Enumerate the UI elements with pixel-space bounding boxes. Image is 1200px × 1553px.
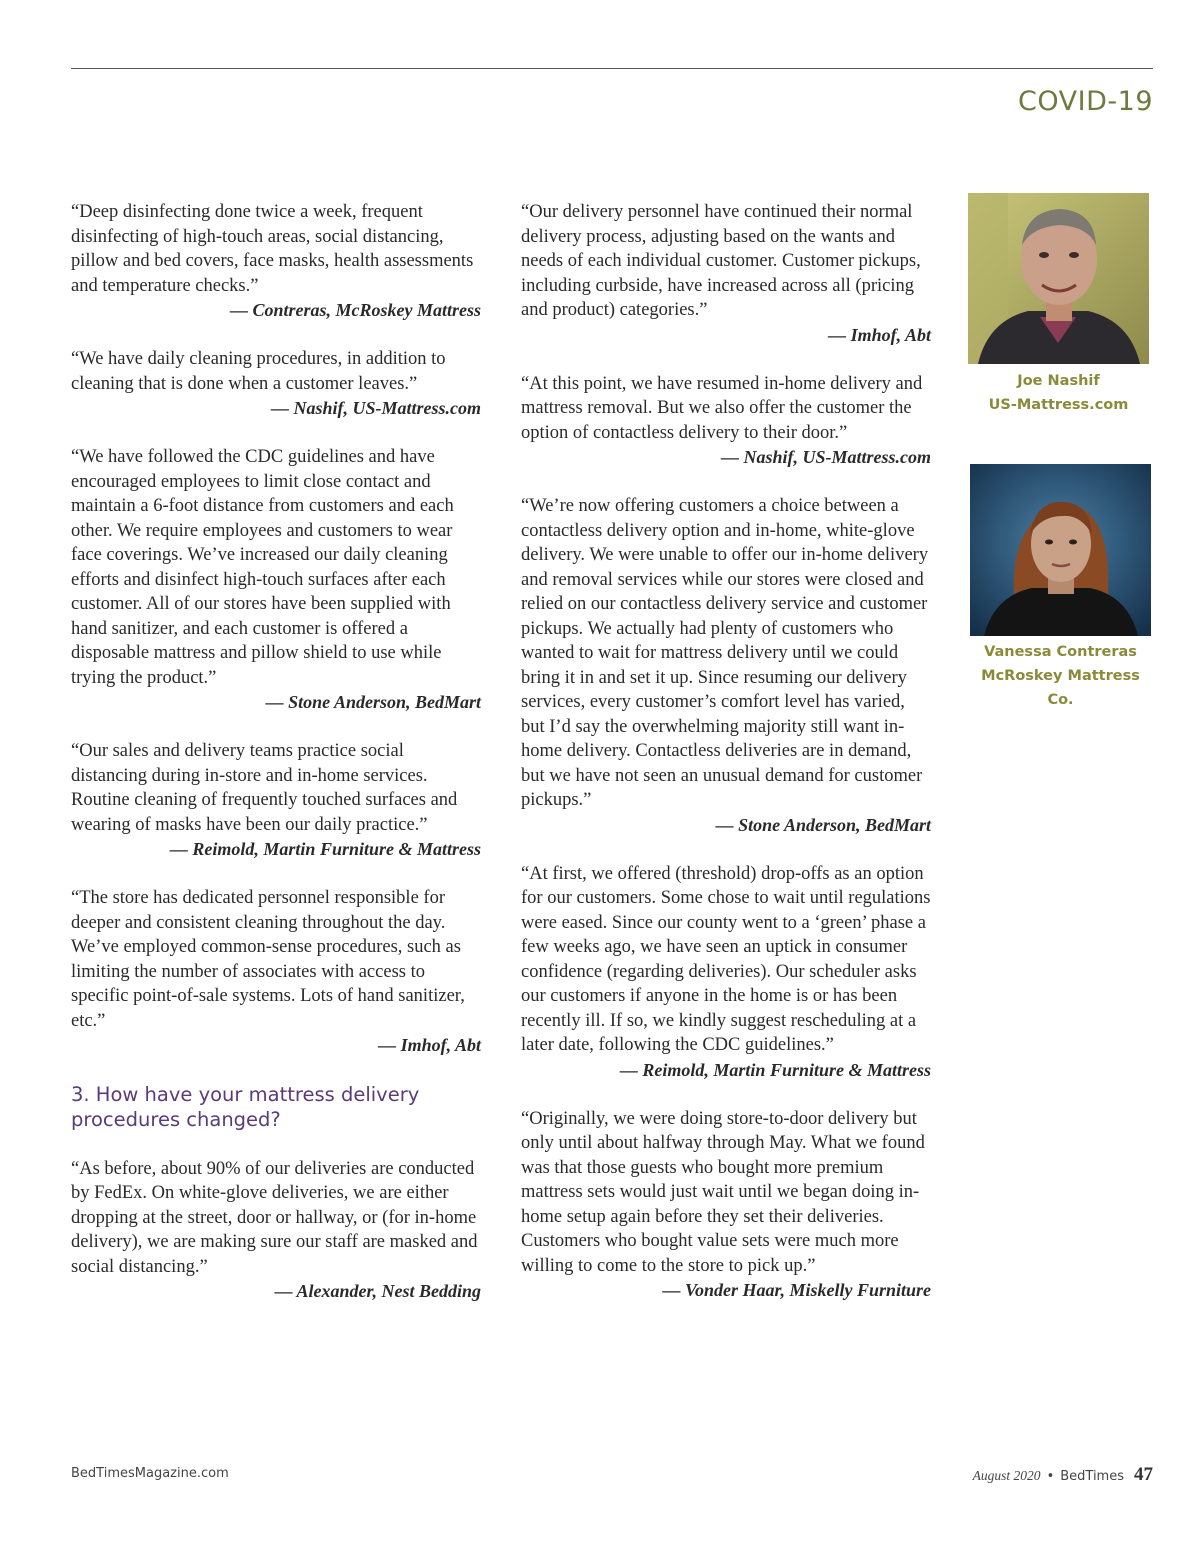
quote-attribution: — Contreras, McRoskey Mattress bbox=[229, 300, 481, 320]
footer-website: BedTimesMagazine.com bbox=[71, 1466, 229, 1481]
quote-text: “Deep disinfecting done twice a week, frequent disinfecting of high-touch areas, social distancing, pillow and bed covers, face masks, health assessments and temperature checks.” bbox=[71, 202, 474, 296]
quote-attribution: — Stone Anderson, BedMart bbox=[265, 692, 481, 712]
footer-magazine: BedTimes bbox=[1060, 1469, 1124, 1484]
profile-company: US-Mattress.com bbox=[988, 397, 1129, 413]
quote-text: “At first, we offered (threshold) drop-offs as an option for our customers. Some chose to wait until regulations were eased. Since our county went to a ‘green’ phase a few weeks ago, we have seen an uptick in consumer confidence (regarding deliveries). Our scheduler asks our customers if anyone in the home is or has been recently ill. If so, we kindly suggest rescheduling at a later date, following the CDC guidelines.” bbox=[521, 863, 931, 1055]
quote-text: “We’re now offering customers a choice between a contactless delivery option and in-home, white-glove delivery. We were unable to offer our in-home delivery and removal services while our stores were closed and relied on our contactless delivery service and customer pickups. We actually had plenty of customers who wanted to wait for mattress delivery until we could bring it in and set it up. Since resuming our delivery services, every customer’s comfort level has varied, but I’d say the overwhelming majority still want in-home delivery. Contactless deliveries are in demand, but we have not seen an unusual demand for customer pickups.” bbox=[521, 496, 929, 810]
quote-attribution: — Vonder Haar, Miskelly Furniture bbox=[662, 1280, 931, 1300]
quote bbox=[71, 200, 481, 323]
quote-attribution: — Alexander, Nest Bedding bbox=[274, 1281, 481, 1301]
section-question: 3. How have your mattress delivery procedures changed? bbox=[71, 1083, 420, 1131]
profile-company: McRoskey Mattress Co. bbox=[981, 668, 1140, 708]
profile-caption bbox=[968, 369, 1149, 417]
profile-name: Joe Nashif bbox=[1017, 373, 1100, 389]
quote-attribution: — Nashif, US-Mattress.com bbox=[270, 398, 481, 418]
quote bbox=[521, 1107, 931, 1303]
quote-attribution: — Stone Anderson, BedMart bbox=[715, 814, 931, 835]
footer-separator: • bbox=[1046, 1469, 1055, 1484]
quote-text: “Our sales and delivery teams practice social distancing during in-store and in-home services. Routine cleaning of frequently touched surfaces and wearing of masks have been our daily practice.” bbox=[71, 741, 458, 835]
section-label: COVID-19 bbox=[1018, 86, 1153, 117]
quote-text: “The store has dedicated personnel responsible for deeper and consistent cleaning throughout the day. We’ve employed common-sense procedures, such as limiting the number of associates with access to specific point-of-sale systems. Lots of hand sanitizer, etc.” bbox=[71, 888, 465, 1031]
profile-photo-vanessa-contreras bbox=[970, 464, 1151, 636]
quote-attribution: — Imhof, Abt bbox=[378, 1035, 481, 1055]
footer-issue-date: August 2020 bbox=[972, 1468, 1041, 1483]
quote-attribution: — Reimold, Martin Furniture & Mattress bbox=[169, 839, 481, 859]
quote-text: “We have daily cleaning procedures, in addition to cleaning that is done when a customer leaves.” bbox=[71, 349, 446, 394]
quote-text: “We have followed the CDC guidelines and have encouraged employees to limit close contact and maintain a 6-foot distance from customers and each other. We require employees and customers to wear face coverings. We’ve increased our daily cleaning efforts and disinfect high-touch surfaces after each customer. All of our stores have been supplied with hand sanitizer, and each customer is offered a disposable mattress and pillow shield to use while trying the product.” bbox=[71, 447, 454, 688]
quote bbox=[521, 862, 931, 1083]
quote-text: “As before, about 90% of our deliveries are conducted by FedEx. On white-glove deliveries, we are either dropping at the street, door or hallway, or (for in-home delivery), we are making sure our staff are masked and social distancing.” bbox=[71, 1158, 478, 1277]
profile-name: Vanessa Contreras bbox=[984, 644, 1137, 660]
left-column bbox=[71, 200, 481, 1328]
footer-issue-info bbox=[973, 1464, 1153, 1486]
quote-attribution: — Nashif, US-Mattress.com bbox=[720, 447, 931, 467]
quote bbox=[521, 494, 931, 837]
profile-caption bbox=[970, 640, 1151, 712]
quote-text: “At this point, we have resumed in-home delivery and mattress removal. But we also offer the customer the option of contactless delivery to their door.” bbox=[521, 373, 923, 443]
middle-column bbox=[521, 200, 931, 1327]
quote bbox=[521, 200, 931, 347]
quote-attribution: — Imhof, Abt bbox=[828, 324, 931, 345]
page-number: 47 bbox=[1134, 1464, 1153, 1485]
quote-text: “Our delivery personnel have continued their normal delivery process, adjusting based on the wants and needs of each individual customer. Customer pickups, including curbside, have increased across all (pricing and product) categories.” bbox=[521, 202, 921, 320]
profile-photo-joe-nashif bbox=[968, 193, 1149, 364]
top-rule bbox=[71, 68, 1153, 69]
quote-attribution: — Reimold, Martin Furniture & Mattress bbox=[619, 1059, 931, 1080]
quote-text: “Originally, we were doing store-to-door delivery but only until about halfway through May. What we found was that those guests who bought more premium mattress sets would just wait until we began doing in-home setup again before they set their deliveries. Customers who bought value sets were much more willing to come to the store to pick up.” bbox=[521, 1108, 925, 1276]
quote bbox=[71, 445, 481, 715]
quote bbox=[521, 372, 931, 470]
quote bbox=[71, 347, 481, 421]
quote bbox=[71, 1157, 481, 1304]
quote bbox=[71, 739, 481, 862]
quote bbox=[71, 886, 481, 1058]
